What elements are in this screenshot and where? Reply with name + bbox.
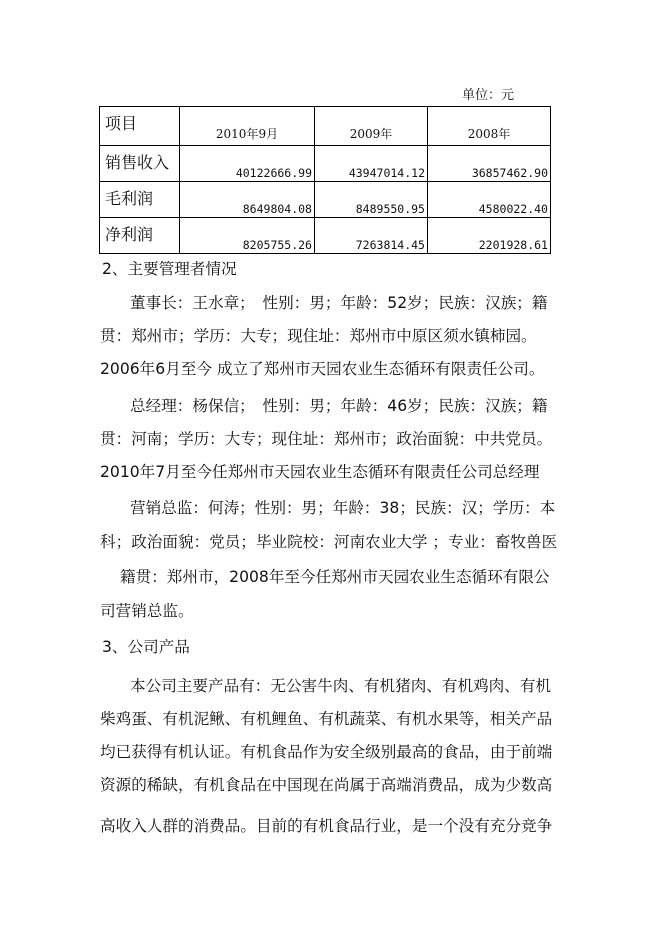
section-heading: 2、主要管理者情况 [102, 260, 237, 278]
cell-value: 8649804.08 [242, 202, 312, 216]
paragraph-line: 总经理：杨保信； 性别：男；年龄：46岁；民族：汉族；籍 [130, 397, 548, 415]
table-cell [180, 182, 315, 218]
table-cell [315, 182, 428, 218]
table-cell [315, 146, 428, 182]
cell-value: 4580022.40 [478, 202, 548, 216]
cell-value: 7263814.45 [355, 238, 425, 252]
paragraph-line: 柴鸡蛋、有机泥鳅、有机鲤鱼、有机蔬菜、有机水果等，相关产品 [100, 710, 553, 728]
paragraph-line: 均已获得有机认证。有机食品作为安全级别最高的食品，由于前端 [100, 743, 553, 761]
cell-value: 8489550.95 [355, 202, 425, 216]
row-label: 销售收入 [105, 153, 170, 172]
table-cell [428, 218, 551, 254]
table-cell [100, 182, 180, 218]
paragraph-line: 籍贯：郑州市，2008年至今任郑州市天园农业生态循环有限公 [120, 568, 550, 586]
paragraph-line: 科；政治面貌：党员；毕业院校：河南农业大学 ；专业：畜牧兽医 [100, 533, 558, 551]
cell-value: 40122666.99 [235, 166, 312, 180]
cell-value: 36857462.90 [471, 166, 548, 180]
table-cell [180, 218, 315, 254]
table-header-cell [100, 107, 180, 146]
year-header: 2008年 [467, 127, 511, 141]
table-header-cell [315, 107, 428, 146]
paragraph-line: 2006年6月至今 成立了郑州市天园农业生态循环有限责任公司。 [100, 360, 545, 378]
paragraph-line: 贯：河南；学历：大专；现住址：郑州市；政治面貌：中共党员。 [100, 430, 553, 448]
paragraph-line: 董事长：王水章； 性别：男；年龄：52岁；民族：汉族；籍 [130, 294, 548, 312]
paragraph-line: 贯：郑州市；学历：大专；现住址：郑州市中原区须水镇柿园。 [100, 327, 537, 345]
cell-value: 43947014.12 [348, 166, 425, 180]
table-row [100, 218, 551, 254]
table-cell [428, 146, 551, 182]
table-header-cell [428, 107, 551, 146]
year-header: 2009年 [349, 127, 393, 141]
year-header: 2010年9月 [215, 127, 279, 141]
section-heading: 3、公司产品 [102, 638, 190, 656]
row-label: 毛利润 [105, 189, 154, 208]
paragraph-line: 营销总监：何涛；性别：男；年龄：38；民族：汉；学历：本 [130, 499, 556, 517]
financial-table [99, 106, 551, 254]
cell-value: 8205755.26 [242, 238, 312, 252]
unit-label: 单位：元 [462, 88, 515, 103]
table-header-cell [180, 107, 315, 146]
paragraph-line: 资源的稀缺，有机食品在中国现在尚属于高端消费品，成为少数高 [100, 776, 553, 794]
paragraph-line: 2010年7月至今任郑州市天园农业生态循环有限责任公司总经理 [100, 463, 540, 481]
table-row [100, 146, 551, 182]
paragraph-line: 高收入人群的消费品。目前的有机食品行业，是一个没有充分竞争 [100, 817, 553, 835]
cell-value: 2201928.61 [478, 238, 548, 252]
paragraph-line: 司营销总监。 [100, 602, 194, 620]
row-label: 净利润 [105, 225, 154, 244]
paragraph-line: 本公司主要产品有：无公害牛肉、有机猪肉、有机鸡肉、有机 [130, 677, 552, 695]
table-cell [180, 146, 315, 182]
table-cell [100, 218, 180, 254]
header-label: 项目 [105, 114, 138, 133]
table-row [100, 182, 551, 218]
table-header-row [100, 107, 551, 146]
table-cell [100, 146, 180, 182]
table-cell [428, 182, 551, 218]
table-cell [315, 218, 428, 254]
